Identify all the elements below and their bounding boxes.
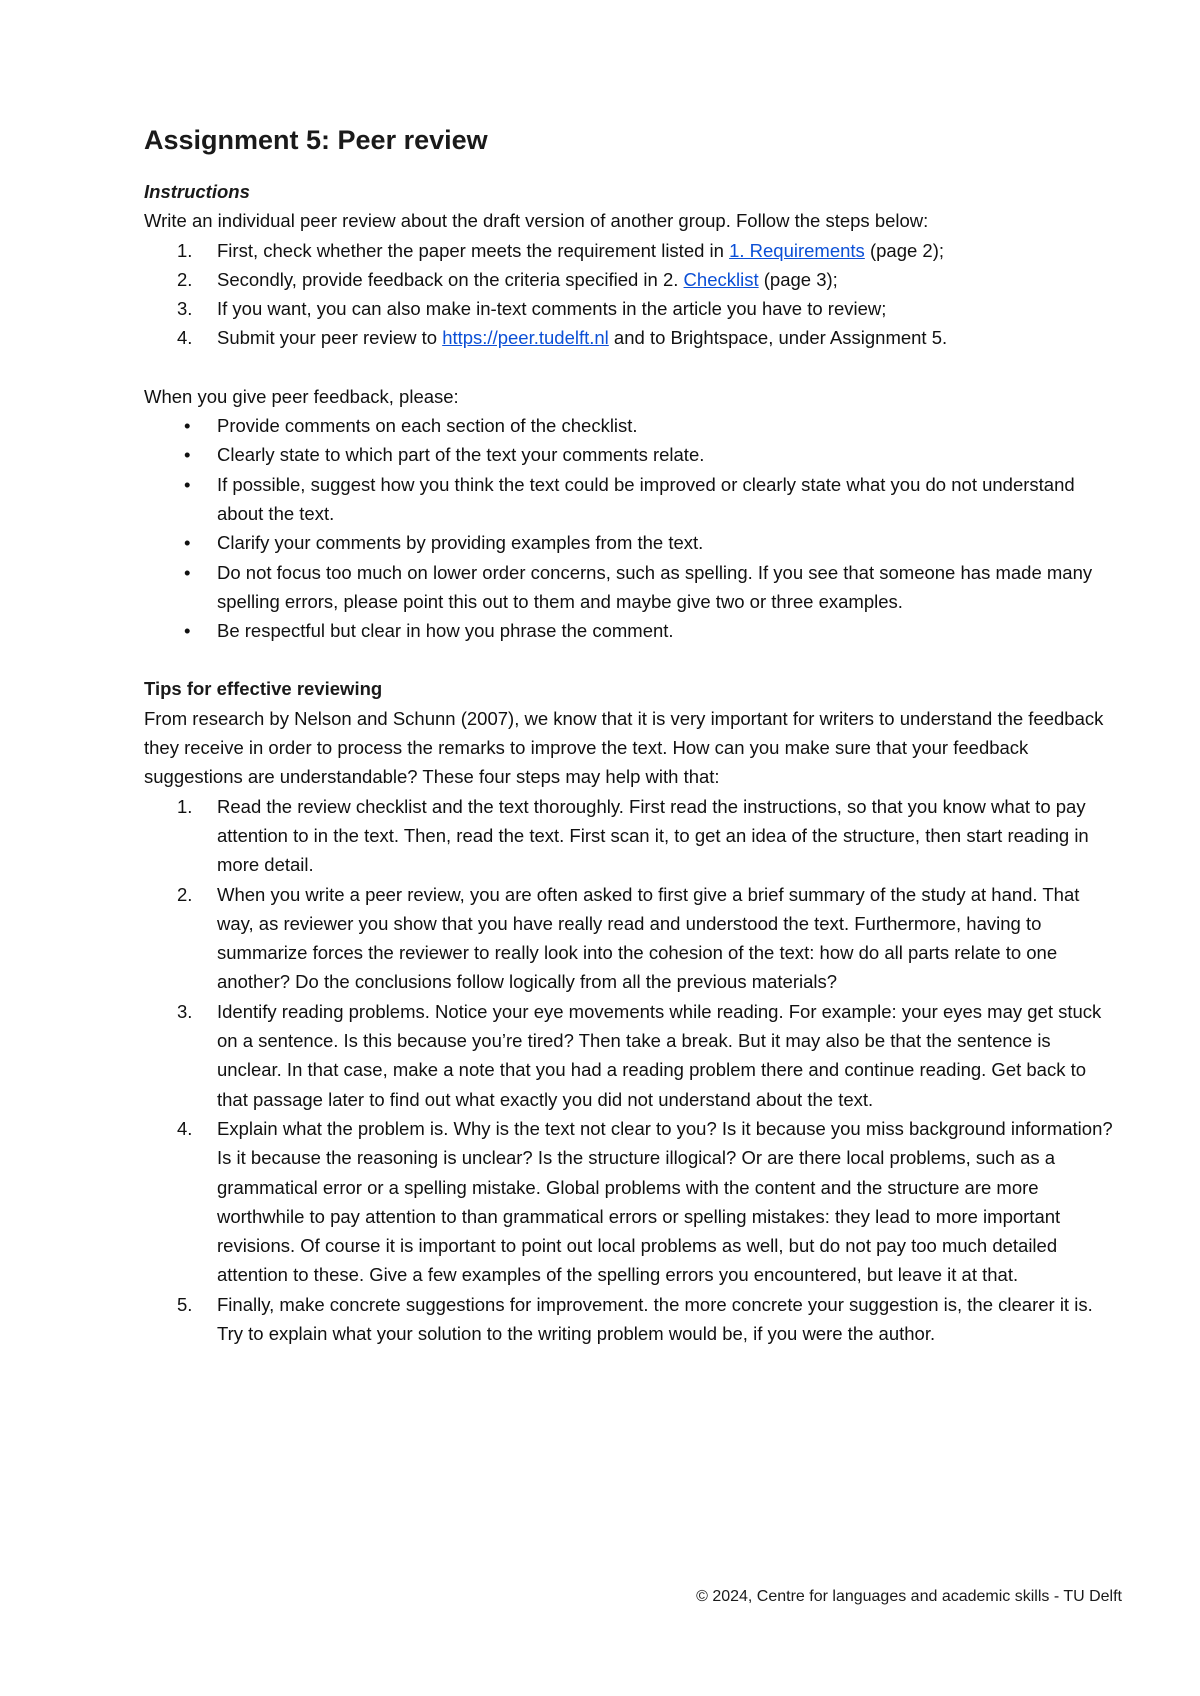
feedback-item-text: Do not focus too much on lower order concerns, such as spelling. If you see that someone has made many spelling errors, please point this out to them and maybe give two or three examples. [217, 561, 1093, 612]
step-text-end: (page 2); [864, 239, 944, 261]
bullet-icon: • [184, 473, 191, 495]
step-text: First, check whether the paper meets the requirement listed in [217, 239, 730, 261]
feedback-item-text: Clarify your comments by providing examples from the text. [217, 532, 704, 554]
step-number: 5. [177, 1293, 193, 1315]
step-number: 1. [177, 795, 193, 817]
feedback-item [144, 440, 1119, 469]
feedback-item-text: Be respectful but clear in how you phrase the comment. [217, 620, 674, 642]
tip-step [144, 1290, 1119, 1349]
requirements-link[interactable]: 1. Requirements [729, 239, 865, 261]
step-number: 3. [177, 1000, 193, 1022]
step-number: 1. [177, 239, 193, 261]
step-text-end: (page 3); [758, 268, 838, 290]
instruction-step [144, 265, 1119, 294]
checklist-link[interactable]: Checklist [683, 268, 759, 290]
tip-step [144, 1114, 1119, 1290]
feedback-item [144, 411, 1119, 440]
document-body [144, 120, 1119, 1348]
feedback-item-text: If possible, suggest how you think the text could be improved or clearly state what you do not understand about the text. [217, 473, 1075, 524]
instruction-step [144, 323, 1119, 352]
feedback-item [144, 470, 1119, 529]
step-text: Secondly, provide feedback on the criteria specified in 2. [217, 268, 684, 290]
tips-intro: From research by Nelson and Schunn (2007), we know that it is very important for writers to understand the feedback they receive in order to process the remarks to improve the text. How can you make sure that your feedback suggestions are understandable? These four steps may help with that: [144, 707, 1104, 788]
step-number: 4. [177, 1117, 193, 1139]
feedback-item [144, 616, 1119, 645]
tips-list [144, 792, 1119, 1349]
step-number: 2. [177, 883, 193, 905]
instructions-list [144, 236, 1119, 353]
step-text-end: and to Brightspace, under Assignment 5. [608, 327, 948, 349]
instructions-heading: Instructions [144, 181, 250, 202]
tip-text: Finally, make concrete suggestions for improvement. the more concrete your suggestion is, the clearer it is. Try to explain what your solution to the writing problem would be, if you were the author. [217, 1293, 1093, 1344]
step-number: 4. [177, 327, 193, 349]
step-text: Submit your peer review to [217, 327, 443, 349]
tip-step [144, 792, 1119, 880]
bullet-icon: • [184, 532, 191, 554]
tip-text: Identify reading problems. Notice your eye movements while reading. For example: your eyes may get stuck on a sentence. Is this because you’re tired? Then take a break. But it may also be that the sentence is unclear. In that case, make a note that you had a reading problem there and continue reading. Get back to that passage later to find out what exactly you did not understand about the text. [217, 1000, 1102, 1110]
feedback-item-text: Clearly state to which part of the text your comments relate. [217, 444, 705, 466]
instruction-step [144, 236, 1119, 265]
tip-text: When you write a peer review, you are often asked to first give a brief summary of the study at hand. That way, as reviewer you show that you have really read and understood the text. Furthermore, having to summarize forces the reviewer to really look into the cohesion of the text: how do all parts relate to one another? Do the conclusions follow logically from all the previous materials? [217, 883, 1080, 993]
instruction-step [144, 294, 1119, 323]
tip-text: Explain what the problem is. Why is the text not clear to you? Is it because you miss background information? Is it because the reasoning is unclear? Is the structure illogical? Or are there local problems, such as a grammatical error or a spelling mistake. Global problems with the content and the structure are more worthwhile to pay attention to than grammatical errors or spelling mistakes: they lead to more important revisions. Of course it is important to point out local problems as well, but do not pay too much detailed attention to these. Give a few examples of the spelling errors you encountered, but leave it at that. [217, 1117, 1113, 1286]
feedback-item [144, 558, 1119, 617]
peer-tudelft-link[interactable]: https://peer.tudelft.nl [442, 327, 609, 349]
step-number: 2. [177, 268, 193, 290]
step-number: 3. [177, 298, 193, 320]
bullet-icon: • [184, 415, 191, 437]
feedback-list [144, 411, 1119, 645]
step-text: If you want, you can also make in-text comments in the article you have to review; [217, 298, 887, 320]
page-title: Assignment 5: Peer review [144, 125, 488, 155]
bullet-icon: • [184, 620, 191, 642]
tip-step [144, 997, 1119, 1114]
tip-text: Read the review checklist and the text thoroughly. First read the instructions, so that you know what to pay attention to in the text. Then, read the text. First scan it, to get an idea of the structure, then start reading in more detail. [217, 795, 1089, 876]
tip-step [144, 880, 1119, 997]
bullet-icon: • [184, 561, 191, 583]
page-footer: © 2024, Centre for languages and academic skills - TU Delft [696, 1588, 1122, 1605]
instructions-intro: Write an individual peer review about the draft version of another group. Follow the steps below: [144, 210, 929, 232]
feedback-item [144, 528, 1119, 557]
tips-heading: Tips for effective reviewing [144, 678, 383, 700]
feedback-intro: When you give peer feedback, please: [144, 385, 459, 407]
feedback-item-text: Provide comments on each section of the checklist. [217, 415, 638, 437]
bullet-icon: • [184, 444, 191, 466]
